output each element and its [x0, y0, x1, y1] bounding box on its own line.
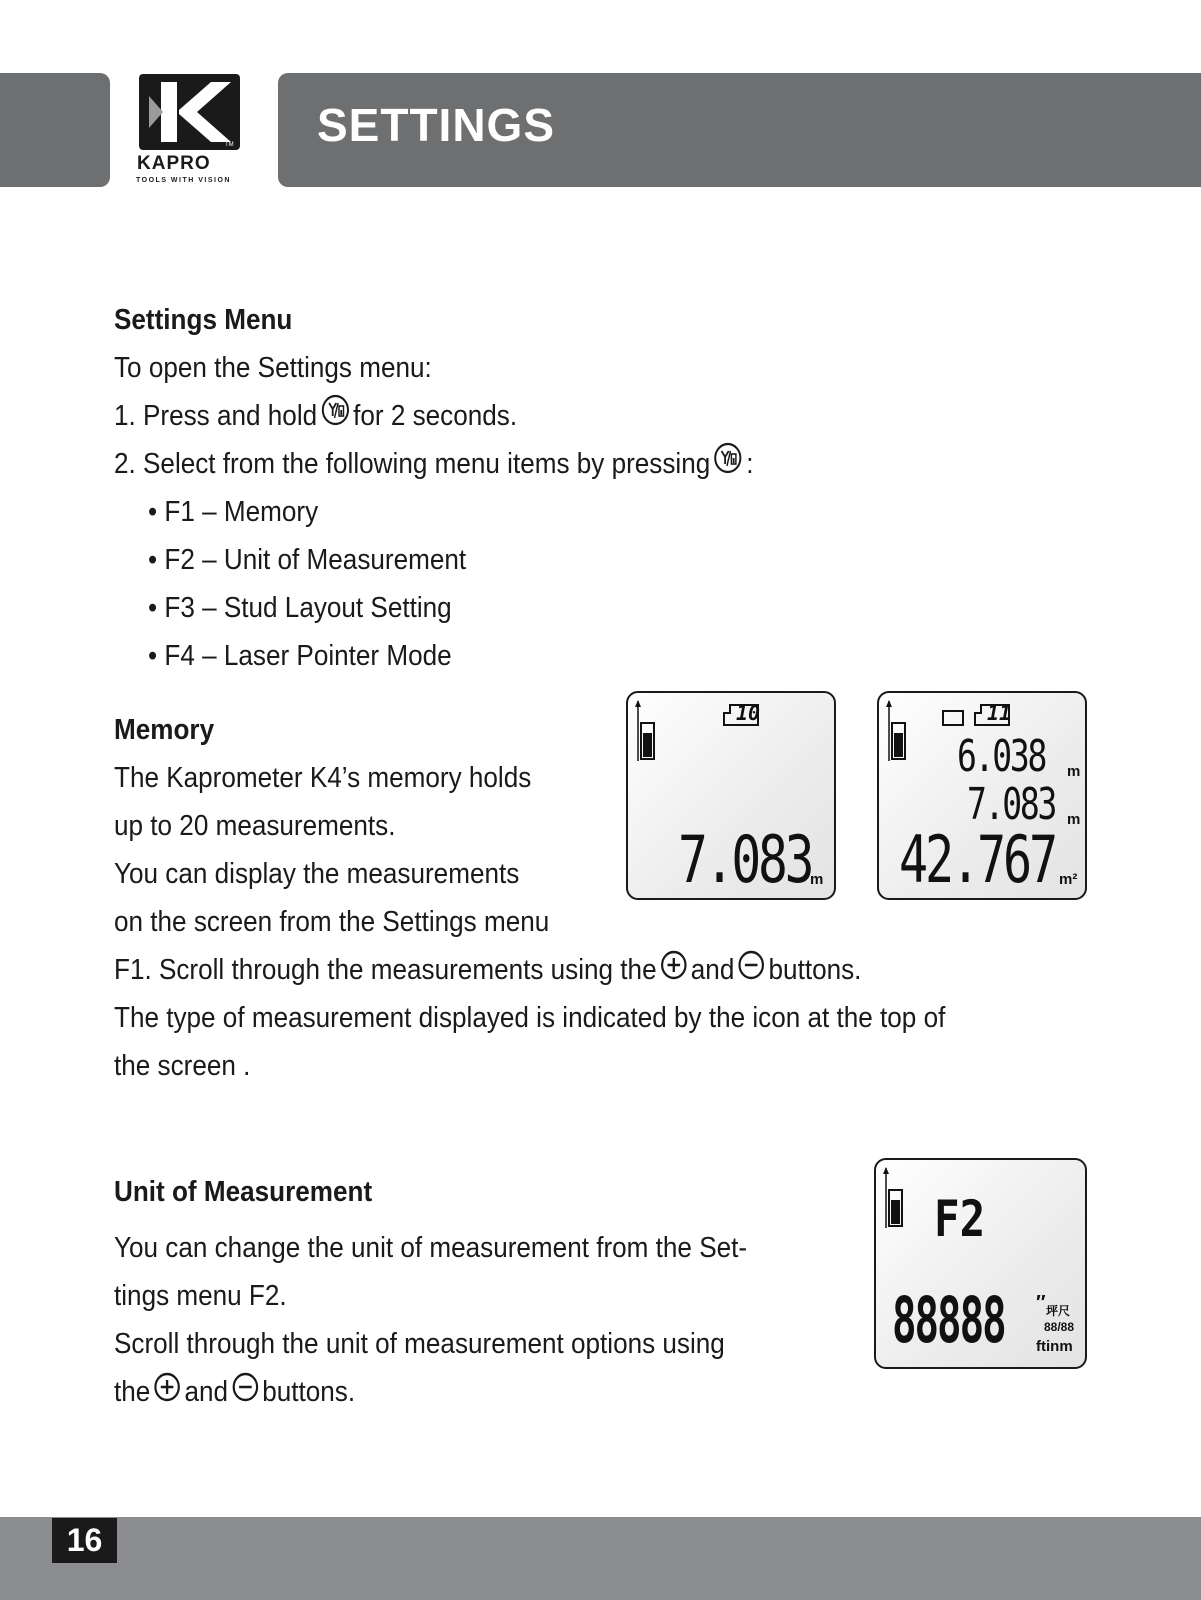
- memory-scroll-line: [114, 946, 861, 995]
- memory-line-2: up to 20 measurements.: [114, 810, 396, 842]
- footer-bar: [0, 1517, 1201, 1600]
- page-title: SETTINGS: [317, 99, 556, 151]
- step-2-text-b: :: [746, 448, 754, 480]
- plus-button-icon: [154, 1369, 181, 1417]
- unit-last-text-a: the: [114, 1376, 151, 1408]
- memory-slot-icon: [973, 703, 1011, 732]
- lcd-main-reading: 42.767: [899, 821, 1055, 898]
- minus-button-icon: [738, 947, 765, 995]
- unit-labels: ftinm: [1036, 1338, 1073, 1355]
- header-left-bar: [0, 73, 110, 187]
- memory-type-line-1: The type of measurement displayed is indicated by the icon at the top of: [114, 1002, 946, 1034]
- logo-tagline: TOOLS WITH VISION: [136, 177, 231, 184]
- lcd-memory-area: [877, 691, 1087, 900]
- step-1-text-b: for 2 seconds.: [353, 400, 518, 432]
- lcd-menu-code: F2: [934, 1190, 986, 1248]
- step-1-text-a: 1. Press and hold: [114, 400, 318, 432]
- lcd-main-reading: 7.083: [678, 821, 812, 898]
- memory-index: 11: [987, 701, 1012, 725]
- memory-index: 10: [736, 701, 761, 725]
- unit-line-2: tings menu F2.: [114, 1280, 287, 1312]
- lcd-line-2-unit: m: [1067, 811, 1081, 828]
- k-logo-icon: [139, 74, 240, 150]
- memory-heading: Memory: [114, 714, 215, 746]
- unit-line-1: You can change the unit of measurement from the Set-: [114, 1232, 748, 1264]
- battery-range-icon: [883, 699, 909, 763]
- step-2-text-a: 2. Select from the following menu items by pressing: [114, 448, 711, 480]
- memory-line-1: The Kaprometer K4’s memory holds: [114, 762, 532, 794]
- memory-line-4: on the screen from the Settings menu: [114, 906, 550, 938]
- step-2: [114, 440, 753, 489]
- plus-button-icon: [660, 947, 687, 995]
- cn-units: 坪尺: [1046, 1304, 1071, 1318]
- lcd-main-unit: m²: [1059, 871, 1078, 888]
- unit-last-text-b: buttons.: [262, 1376, 356, 1408]
- memory-scroll-and: and: [690, 954, 735, 986]
- menu-item-f4: • F4 – Laser Pointer Mode: [148, 640, 452, 672]
- memory-slot-icon: [722, 703, 760, 732]
- lcd-main-unit: m: [810, 871, 824, 888]
- lcd-line-1: 6.038: [957, 731, 1046, 782]
- menu-item-f2: • F2 – Unit of Measurement: [148, 544, 467, 576]
- unit-heading: Unit of Measurement: [114, 1176, 373, 1208]
- memory-scroll-text-a: F1. Scroll through the measurements using the: [114, 954, 657, 986]
- menu-item-f3: • F3 – Stud Layout Setting: [148, 592, 452, 624]
- mode-button-icon: [714, 441, 743, 489]
- lcd-line-1-unit: m: [1067, 763, 1081, 780]
- step-1: [114, 392, 517, 441]
- memory-type-line-2: the screen .: [114, 1050, 251, 1082]
- settings-intro: To open the Settings menu:: [114, 352, 432, 384]
- menu-item-f1: • F1 – Memory: [148, 496, 319, 528]
- settings-menu-heading: Settings Menu: [114, 304, 293, 336]
- unit-line-3: Scroll through the unit of measurement options using: [114, 1328, 725, 1360]
- memory-scroll-text-b: buttons.: [768, 954, 862, 986]
- page-number: 16: [52, 1518, 117, 1563]
- svg-text:TM: TM: [225, 142, 234, 148]
- lcd-line-2: 7.083: [967, 779, 1056, 830]
- kapro-logo: [131, 72, 251, 190]
- lcd-all-segments: 88888: [892, 1284, 1005, 1358]
- unit-last-and: and: [184, 1376, 229, 1408]
- memory-line-3: You can display the measurements: [114, 858, 520, 890]
- mode-button-icon: [321, 393, 350, 441]
- battery-range-icon: [880, 1166, 906, 1230]
- unit-last-line: [114, 1368, 355, 1417]
- fraction-segments: 88/88: [1044, 1320, 1075, 1334]
- battery-range-icon: [632, 699, 658, 763]
- minus-button-icon: [232, 1369, 259, 1417]
- inch-mark: ″: [1036, 1292, 1046, 1314]
- logo-wordmark: KAPRO: [137, 153, 211, 174]
- lcd-unit-setting: [874, 1158, 1087, 1369]
- area-mode-icon: [941, 709, 965, 727]
- lcd-memory-single: [626, 691, 836, 900]
